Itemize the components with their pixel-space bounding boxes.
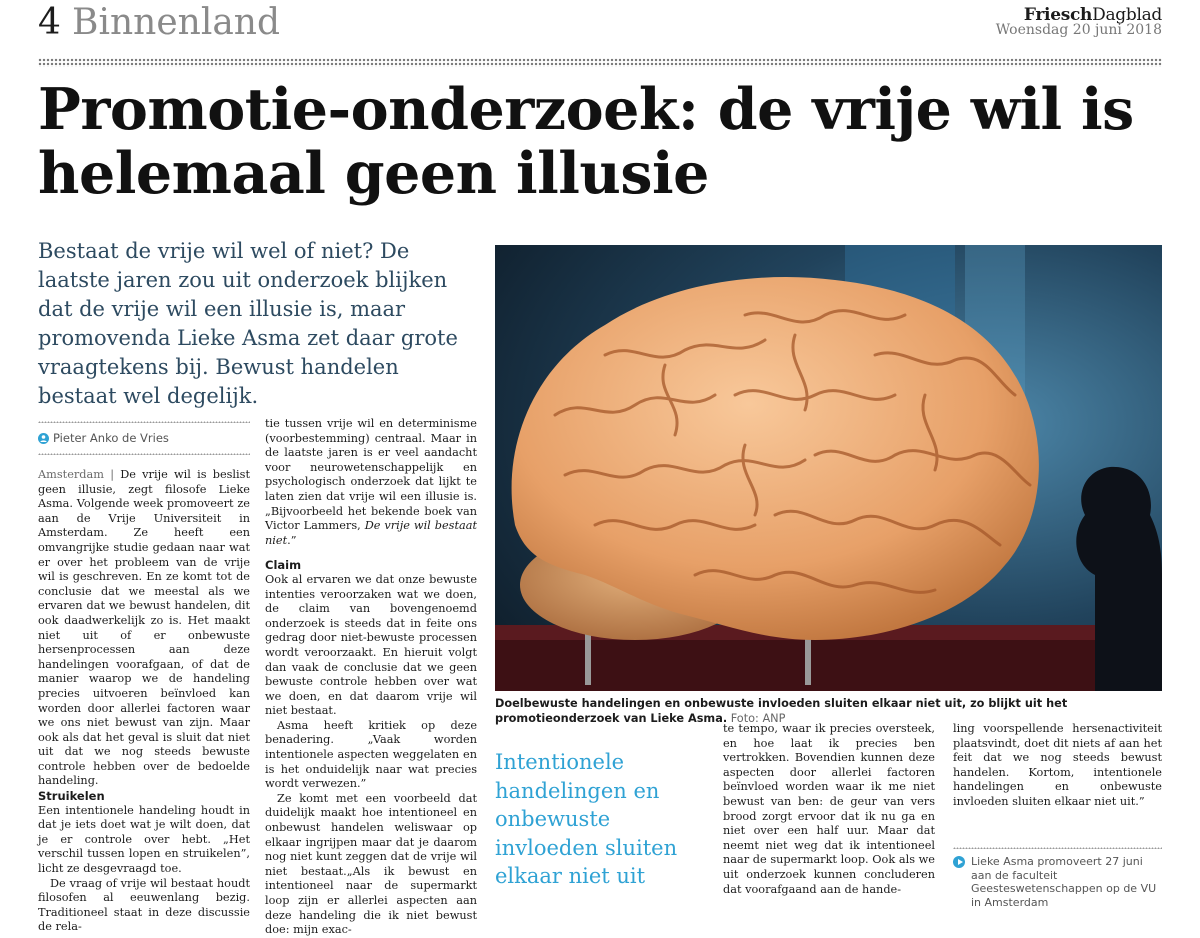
paragraph: te tempo, waar ik precies oversteek, en hoe laat ik precies ben vertrokken. Bovendien kunnen deze aspecten door allerlei factoren beïnvloed worden waar ik me niet bewust van ben: de geur van vers brood zorgt ervoor dat ik nu ga en niet over een half uur. Maar dat neemt niet weg dat ik intentioneel naar de supermarkt loop. Ook als we uit onderzoek kunnen concluderen dat voorafgaand aan de hande- <box>723 722 935 896</box>
page-number: 4 <box>38 2 61 43</box>
caption-text: Doelbewuste handelingen en onbewuste invloeden sluiten elkaar niet uit, zo blijkt uit het promotieonderzoek van Lieke Asma. <box>495 697 1068 725</box>
section-title: Binnenland <box>72 2 281 43</box>
play-arrow-icon <box>953 856 965 868</box>
issue-date: Woensdag 20 juni 2018 <box>995 22 1162 38</box>
intro-lead: Bestaat de vrije wil wel of niet? De laatste jaren zou uit onderzoek blijken dat de vrije wil een illusie is, maar promovenda Lieke Asma zet daar grote vraagtekens bij. Bewust handelen bestaat wel degelijk. <box>38 239 458 408</box>
article-column-1 <box>38 468 250 935</box>
paragraph: Asma heeft kritiek op deze benadering. „Vaak worden intentionele aspecten weggelaten en is het onduidelijk naar wat precies wordt verwezen.” <box>265 718 477 791</box>
article-column-2 <box>265 417 477 938</box>
header-dotted-rule <box>38 58 1162 67</box>
article-column-4 <box>953 722 1162 810</box>
paragraph-end: .” <box>287 533 297 547</box>
paragraph: Een intentionele handeling houdt in dat je iets doet wat je wilt doen, dat je er controle over hebt. „Het verschil tussen lopen en struikelen”, licht ze desgevraagd toe. <box>38 803 250 876</box>
author-name: Pieter Anko de Vries <box>53 431 169 445</box>
pull-quote: Intentionele handelingen en onbewuste invloeden sluiten elkaar niet uit <box>495 750 678 888</box>
paragraph: ling voorspellende hersenactiviteit plaatsvindt, doet dit niets af aan het feit dat we nog steeds bewust handelen. Kortom, intentionele handelingen en onbewuste invloeden sluiten elkaar niet uit.” <box>953 722 1162 808</box>
paragraph: Ze komt met een voorbeeld dat duidelijk maakt hoe intentioneel en onbewust handelen weliswaar op elkaar ingrijpen maar dat je daarom nog niet kunt zeggen dat de vrije wil niet bestaat.„Als ik bewust en intentioneel naar de supermarkt loop zijn er allerlei aspecten aan deze handeling die ik niet bewust doe: mijn exac- <box>265 791 477 937</box>
photo-credit: Foto: ANP <box>730 712 786 725</box>
note-rule <box>953 847 1162 849</box>
brain-illustration <box>495 245 1162 691</box>
paragraph-text: De vrije wil is beslist geen illusie, zegt filosofe Lieke Asma. Volgende week promoveert ze aan de Vrije Universiteit in Amsterdam. Ze heeft een omvangrijke studie gedaan naar wat er over het probleem van de vrije wil is geschreven. En ze komt tot de conclusie dat we meestal als we ervaren dat we bewust handelen, dit ook daadwerkelijk zo is. Het maakt niet uit of er onbewuste hersenprocessen aan deze handelingen voorafgaan, of dat de manier waarop we de handeling precies uitvoeren beïnvloed kan worden door allerlei factoren waar we ons niet bewust van zijn. Maar ook als dat het geval is sluit dat niet uit dat we nog steeds bewuste controle hebben over de bedoelde handeling. <box>38 468 250 788</box>
paragraph: Ook al ervaren we dat onze bewuste intenties veroorzaken wat we doen, de claim van bovengenoemd onderzoek is steeds dat in feite ons gedrag door niet-bewuste processen wordt veroorzaakt. En hieruit volgt dan vaak de conclusie dat we geen bewuste controle hebben over wat we doen, en dat daarom vrije wil niet bestaat. <box>265 572 477 718</box>
subheading-struikelen: Struikelen <box>38 789 105 804</box>
paragraph-text: tie tussen vrije wil en determinisme (voorbestemming) centraal. Maar in de laatste jaren is er veel aandacht voor neurowetenschappelijk en psychologisch onderzoek dat lijkt te laten zien dat vrije wil een illusie is. „Bijvoorbeeld het bekende boek van Victor Lammers, <box>265 417 477 533</box>
paragraph <box>265 417 477 548</box>
note-text: Lieke Asma promoveert 27 juni aan de faculteit Geesteswetenschappen op de VU in Amsterdam <box>971 855 1157 909</box>
dateline: Amsterdam | <box>38 468 114 481</box>
byline-rule-top <box>38 421 250 423</box>
book-title: De vrije wil bestaat niet <box>265 519 478 547</box>
brain-photo <box>495 245 1162 691</box>
brand-regular: Dagblad <box>1092 5 1162 25</box>
person-icon <box>38 433 49 444</box>
brand-bold: Friesch <box>1023 5 1093 25</box>
info-note <box>953 855 1162 909</box>
subheading-claim: Claim <box>265 558 302 573</box>
byline-rule-bottom <box>38 453 250 455</box>
paragraph: De vraag of vrije wil bestaat houdt filosofen al eeuwenlang bezig. Traditioneel staat in deze discussie de rela- <box>38 876 250 934</box>
paragraph <box>38 468 250 789</box>
article-column-3 <box>723 722 935 897</box>
byline <box>38 431 169 445</box>
headline: Promotie-onderzoek: de vrije wil is helemaal geen illusie <box>38 76 1134 207</box>
